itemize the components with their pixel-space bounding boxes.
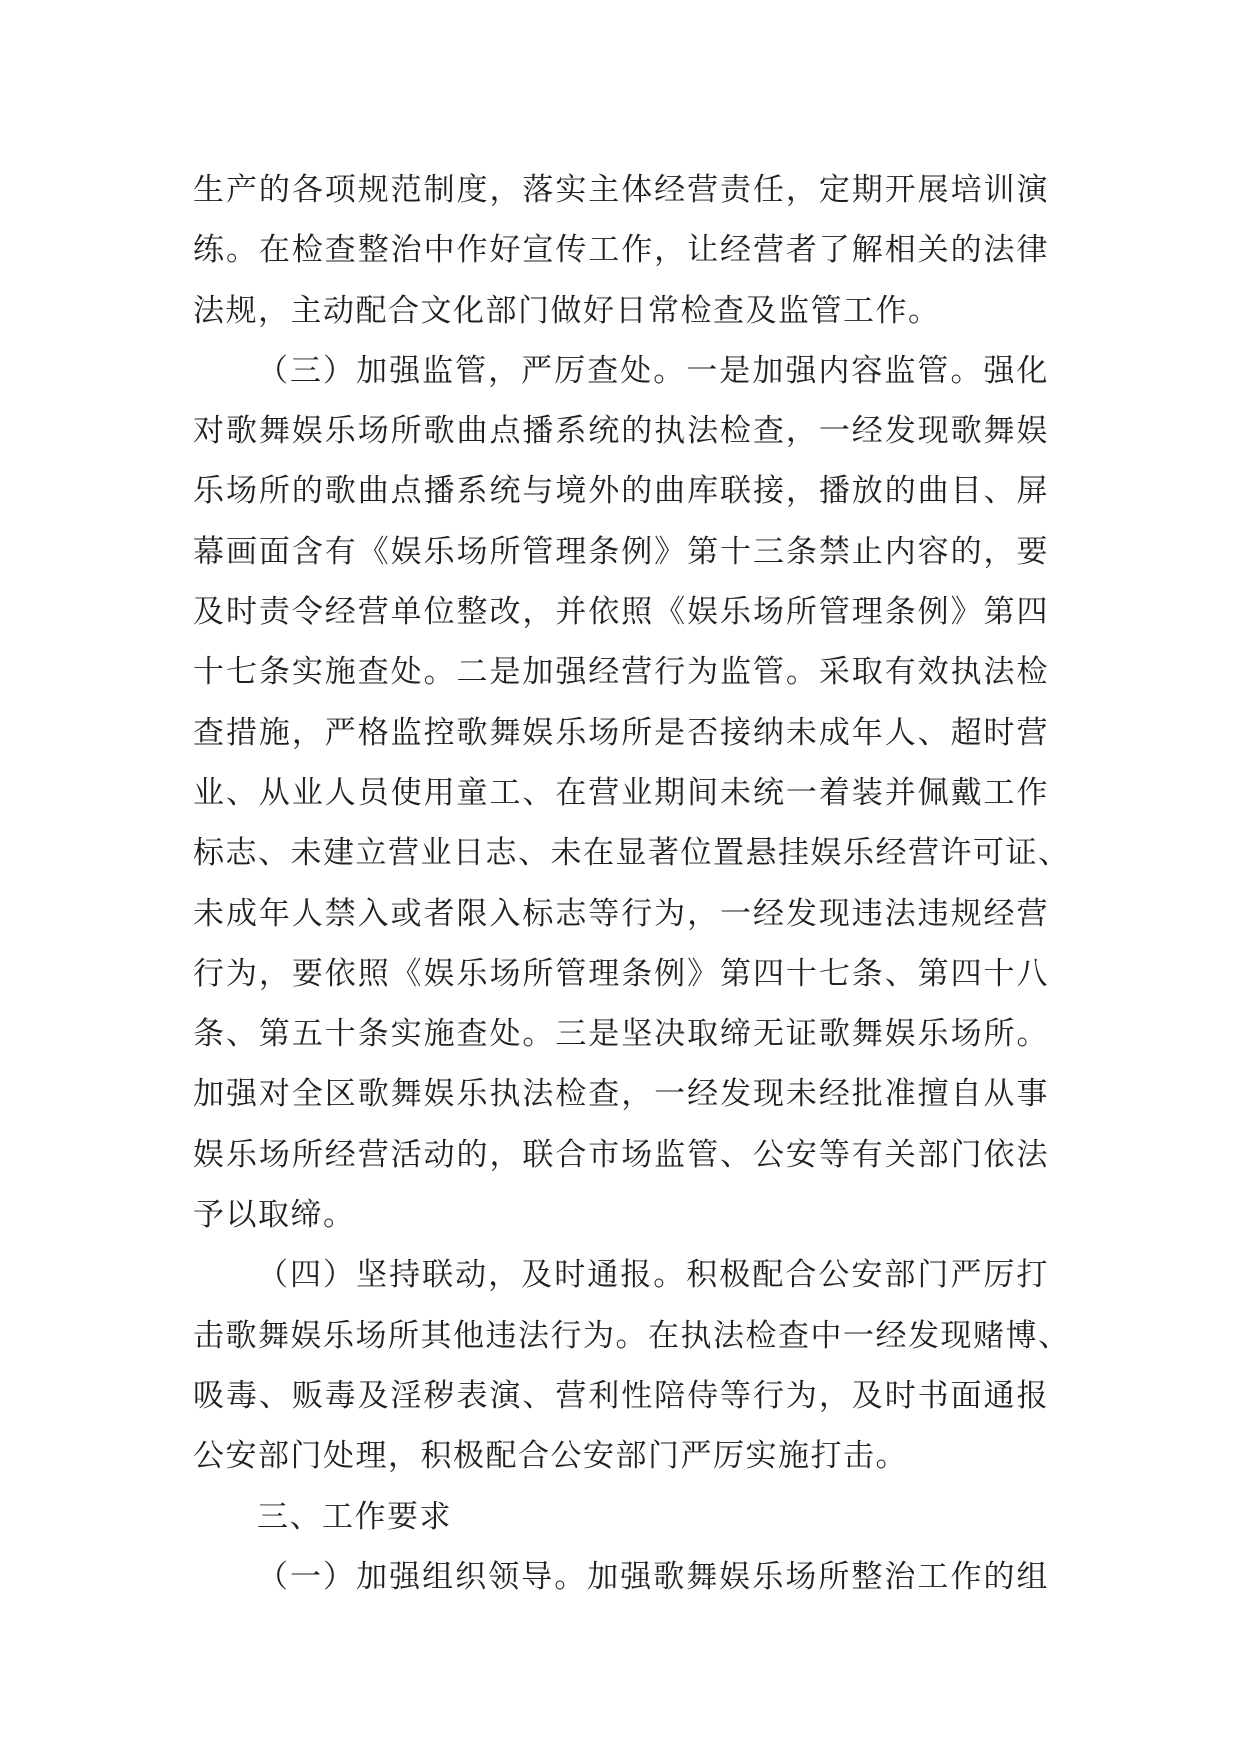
text-line: 加强对全区歌舞娱乐执法检查，一经发现未经批准擅自从事	[193, 1076, 1049, 1113]
text-line: 标志、未建立营业日志、未在显著位置悬挂娱乐经营许可证、	[193, 835, 1071, 872]
text-line: 条、第五十条实施查处。三是坚决取缔无证歌舞娱乐场所。	[193, 1016, 1049, 1053]
document-body	[193, 160, 1071, 1607]
text-line: 乐场所的歌曲点播系统与境外的曲库联接，播放的曲目、屏	[193, 473, 1049, 510]
text-line: 法规，主动配合文化部门做好日常检查及监管工作。	[193, 292, 941, 329]
text-line: 娱乐场所经营活动的，联合市场监管、公安等有关部门依法	[193, 1136, 1049, 1173]
section-heading-line: （四）坚持联动，及时通报。积极配合公安部门严厉打	[257, 1257, 1049, 1294]
chapter-heading: 三、工作要求	[257, 1498, 452, 1535]
text-line: 吸毒、贩毒及淫秽表演、营利性陪侍等行为，及时书面通报	[193, 1377, 1049, 1414]
text-line: 生产的各项规范制度，落实主体经营责任，定期开展培训演	[193, 172, 1049, 208]
subsection-heading-line: （一）加强组织领导。加强歌舞娱乐场所整治工作的组	[257, 1558, 1049, 1595]
text-line: 击歌舞娱乐场所其他违法行为。在执法检查中一经发现赌博、	[193, 1317, 1071, 1354]
text-line: 业、从业人员使用童工、在营业期间未统一着装并佩戴工作	[193, 774, 1049, 811]
text-line: 行为，要依照《娱乐场所管理条例》第四十七条、第四十八	[193, 955, 1049, 992]
text-line: 查措施，严格监控歌舞娱乐场所是否接纳未成年人、超时营	[193, 714, 1049, 751]
text-line: 幕画面含有《娱乐场所管理条例》第十三条禁止内容的，要	[193, 533, 1049, 570]
text-line: 对歌舞娱乐场所歌曲点播系统的执法检查，一经发现歌舞娱	[193, 413, 1049, 450]
text-line: 予以取缔。	[193, 1197, 356, 1234]
text-line: 十七条实施查处。二是加强经营行为监管。采取有效执法检	[193, 654, 1049, 691]
text-line: 公安部门处理，积极配合公安部门严厉实施打击。	[193, 1438, 908, 1475]
text-line: 及时责令经营单位整改，并依照《娱乐场所管理条例》第四	[193, 594, 1049, 631]
section-heading-line: （三）加强监管，严厉查处。一是加强内容监管。强化	[257, 352, 1049, 389]
text-line: 未成年人禁入或者限入标志等行为，一经发现违法违规经营	[193, 895, 1049, 932]
text-line: 练。在检查整治中作好宣传工作，让经营者了解相关的法律	[193, 232, 1049, 269]
